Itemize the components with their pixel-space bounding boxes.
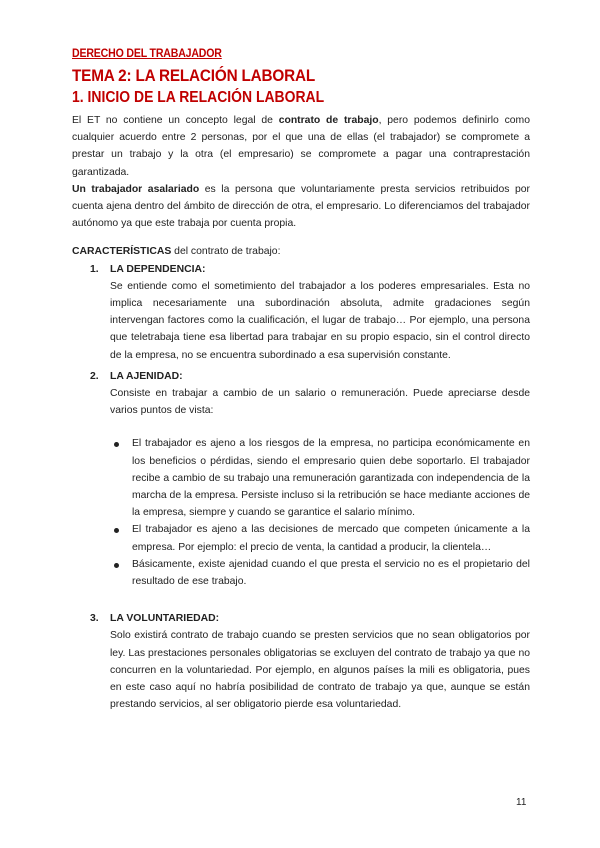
- characteristics-label-rest: del contrato de trabajo:: [171, 246, 281, 258]
- document-page: [72, 47, 530, 714]
- item-title: LA AJENIDAD:: [110, 370, 183, 382]
- page-number: 11: [516, 797, 527, 808]
- intro-p1-after: , pero podemos definirlo como cualquier acuerdo entre 2 personas, por el que una de ellas (el trabajador) se compromete a prestar un trabajo y la otra (el empresario) se compromete a pagar una contraprestación garantizada.: [72, 115, 530, 178]
- item-number: 1.: [90, 263, 99, 275]
- course-title: DERECHO DEL TRABAJADOR: [72, 48, 222, 60]
- intro-p2-after: es la persona que voluntariamente presta servicios retribuidos por cuenta ajena dentro del ámbito de dirección de otra, el empresario. Lo diferenciamos del trabajador autónomo ya que este trabaja por cuenta propia.: [72, 183, 531, 230]
- bullet-list: [110, 435, 530, 590]
- item-title: LA VOLUNTARIEDAD:: [110, 613, 220, 625]
- intro-p2-bold: Un trabajador asalariado: [72, 183, 200, 195]
- bullet-item: El trabajador es ajeno a los riesgos de la empresa, no participa económicamente en los beneficios o pérdidas, siendo el empresario quien debe soportarlo. El trabajador recibe a cambio de su trabajo una remuneración garantizada con independencia de la marcha de la empresa. Persiste incluso si la retribución se hace mediante acciones de la empresa, siempre y cuando se garantice el salario mínimo.: [110, 435, 530, 521]
- intro-paragraph-1: [72, 112, 530, 181]
- list-item-voluntariedad: [90, 610, 530, 713]
- item-title-row: [90, 610, 530, 627]
- intro-p1-bold: contrato de trabajo: [278, 115, 379, 126]
- item-body: Solo existirá contrato de trabajo cuando se presten servicios que no sean obligatorios por ley. Las prestaciones personales obligatorias se excluyen del contrato de trabajo ya que no concurren en la voluntariedad. Por ejemplo, en algunos países la mili es obligatoria, pues en este caso aquí no habría posibilidad de contrato de trabajo ya que, aunque se están prestando servicios, al ser obligatorio pierde esa voluntariedad.: [110, 630, 530, 711]
- characteristics-label-bold: CARACTERÍSTICAS: [72, 246, 172, 258]
- item-title-row: [90, 368, 530, 385]
- bullet-item: El trabajador es ajeno a las decisiones de mercado que competen únicamente a la empresa. Por ejemplo: el precio de venta, la cantidad a producir, la clientela…: [110, 521, 530, 555]
- chapter-title: TEMA 2: LA RELACIÓN LABORAL: [72, 66, 316, 85]
- intro-paragraph-2: [72, 181, 530, 233]
- item-body: Se entiende como el sometimiento del trabajador a los poderes empresariales. Esta no implica necesariamente una subordinación absoluta, admite gradaciones según intervengan factores como la cualificación, el lugar de trabajo… Por ejemplo, una persona que teletrabaja tiene esa libertad para trabajar en su propio espacio, sin el control directo de la empresa, no se encuentra subordinado a esa supervisión constante.: [110, 280, 530, 361]
- characteristics-label: [72, 243, 530, 260]
- item-title: LA DEPENDENCIA:: [110, 263, 206, 275]
- list-item-dependencia: [90, 261, 530, 364]
- list-item-ajenidad: [90, 368, 530, 590]
- item-number: 2.: [90, 370, 99, 382]
- section-heading: 1. INICIO DE LA RELACIÓN LABORAL: [72, 89, 325, 106]
- bullet-item: Básicamente, existe ajenidad cuando el que presta el servicio no es el propietario del resultado de ese trabajo.: [110, 556, 530, 590]
- item-body: Consiste en trabajar a cambio de un salario o remuneración. Puede apreciarse desde varios puntos de vista:: [110, 388, 530, 417]
- intro-p1-before: El ET no contiene un concepto legal de: [72, 115, 279, 126]
- item-title-row: [90, 261, 530, 278]
- item-number: 3.: [90, 613, 99, 625]
